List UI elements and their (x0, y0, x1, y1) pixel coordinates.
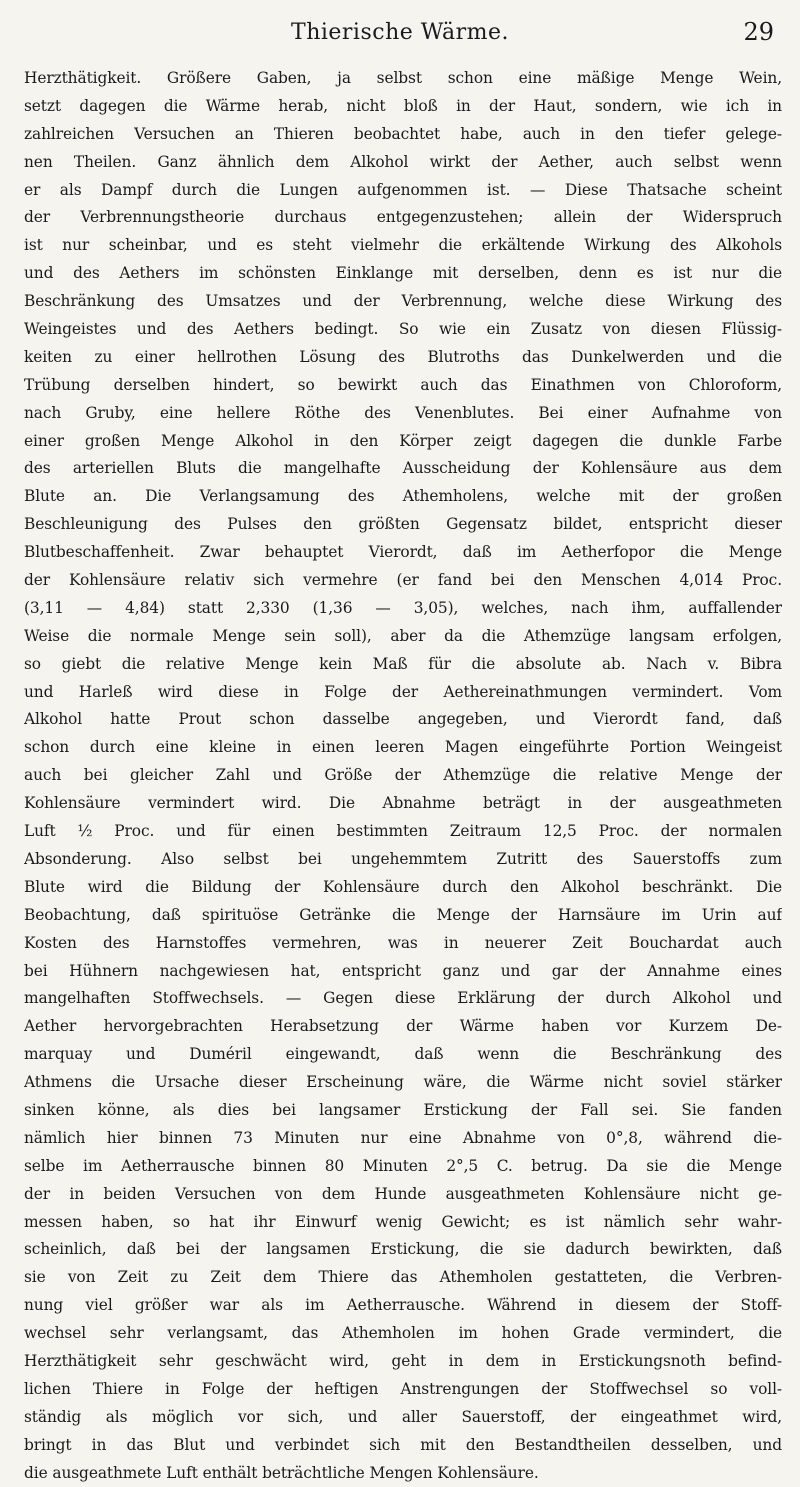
text-line: Herzthätigkeit sehr geschwächt wird, geht in dem in Erstickungsnoth befind- (24, 1351, 782, 1370)
text-line: Athmens die Ursache dieser Erscheinung wäre, die Wärme nicht soviel stärker (24, 1073, 782, 1092)
text-line: sinken könne, als dies bei langsamer Erstickung der Fall sei. Sie fanden (24, 1100, 782, 1119)
text-line: so giebt die relative Menge kein Maß für die absolute ab. Nach v. Bibra (24, 654, 782, 673)
text-line: die ausgeathmete Luft enthält beträchtliche Mengen Kohlensäure. (24, 1463, 539, 1482)
text-line: setzt dagegen die Wärme herab, nicht bloß in der Haut, sondern, wie ich in (24, 96, 782, 115)
body-text (24, 65, 782, 1487)
text-line: messen haben, so hat ihr Einwurf wenig Gewicht; es ist nämlich sehr wahr- (24, 1212, 782, 1231)
text-line: Aether hervorgebrachten Herabsetzung der Wärme haben vor Kurzem De- (24, 1017, 782, 1036)
text-line: scheinlich, daß bei der langsamen Erstickung, die sie dadurch bewirkten, daß (24, 1240, 782, 1259)
text-line: bei Hühnern nachgewiesen hat, entspricht ganz und gar der Annahme eines (24, 961, 782, 980)
text-line: sie von Zeit zu Zeit dem Thiere das Athemholen gestatteten, die Verbren- (24, 1268, 782, 1287)
text-line: Weingeistes und des Aethers bedingt. So wie ein Zusatz von diesen Flüssig- (24, 320, 782, 339)
text-line: Blute wird die Bildung der Kohlensäure durch den Alkohol beschränkt. Die (24, 877, 782, 896)
text-line: und des Aethers im schönsten Einklange mit derselben, denn es ist nur die (24, 264, 782, 283)
text-line: schon durch eine kleine in einen leeren Magen eingeführte Portion Weingeist (24, 738, 782, 757)
text-line: wechsel sehr verlangsamt, das Athemholen im hohen Grade vermindert, die (24, 1324, 782, 1343)
text-line: (3,11 — 4,84) statt 2,330 (1,36 — 3,05), welches, nach ihm, auffallender (24, 598, 782, 617)
text-line: der Verbrennungstheorie durchaus entgegenzustehen; allein der Widerspruch (24, 208, 782, 227)
text-line: des arteriellen Bluts die mangelhafte Ausscheidung der Kohlensäure aus dem (24, 459, 782, 478)
text-line: einer großen Menge Alkohol in den Körper zeigt dagegen die dunkle Farbe (24, 431, 782, 450)
text-line: Weise die normale Menge sein soll), aber da die Athemzüge langsam erfolgen, (24, 626, 782, 645)
text-line: Absonderung. Also selbst bei ungehemmtem Zutritt des Sauerstoffs zum (24, 849, 782, 868)
text-line: mangelhaften Stoffwechsels. — Gegen diese Erklärung der durch Alkohol und (24, 989, 782, 1008)
text-line: der in beiden Versuchen von dem Hunde ausgeathmeten Kohlensäure nicht ge- (24, 1184, 782, 1203)
text-line: selbe im Aetherrausche binnen 80 Minuten 2°,5 C. betrug. Da sie die Menge (24, 1156, 782, 1175)
text-line: auch bei gleicher Zahl und Größe der Athemzüge die relative Menge der (24, 766, 782, 785)
text-line: Beobachtung, daß spirituöse Getränke die Menge der Harnsäure im Urin auf (24, 905, 782, 924)
text-line: Trübung derselben hindert, so bewirkt auch das Einathmen von Chloroform, (24, 375, 782, 394)
page-header (0, 14, 800, 54)
text-line: ist nur scheinbar, und es steht vielmehr die erkältende Wirkung des Alkohols (24, 236, 782, 255)
text-line: Kohlensäure vermindert wird. Die Abnahme beträgt in der ausgeathmeten (24, 794, 782, 813)
text-line: nämlich hier binnen 73 Minuten nur eine Abnahme von 0°,8, während die- (24, 1128, 782, 1147)
text-line: der Kohlensäure relativ sich vermehre (er fand bei den Menschen 4,014 Proc. (24, 571, 782, 590)
text-line: Luft ½ Proc. und für einen bestimmten Zeitraum 12,5 Proc. der normalen (24, 822, 782, 841)
text-line: nach Gruby, eine hellere Röthe des Venenblutes. Bei einer Aufnahme von (24, 403, 782, 422)
text-line: ständig als möglich vor sich, und aller Sauerstoff, der eingeathmet wird, (24, 1407, 782, 1426)
text-line: lichen Thiere in Folge der heftigen Anstrengungen der Stoffwechsel so voll- (24, 1379, 782, 1398)
text-line: Beschleunigung des Pulses den größten Gegensatz bildet, entspricht dieser (24, 515, 782, 534)
text-line: er als Dampf durch die Lungen aufgenommen ist. — Diese Thatsache scheint (24, 180, 782, 199)
text-line: marquay und Duméril eingewandt, daß wenn die Beschränkung des (24, 1045, 782, 1064)
text-line: Blute an. Die Verlangsamung des Athemholens, welche mit der großen (24, 487, 782, 506)
text-line: Blutbeschaffenheit. Zwar behauptet Vierordt, daß im Aetherfopor die Menge (24, 543, 782, 562)
text-line: keiten zu einer hellrothen Lösung des Blutroths das Dunkelwerden und die (24, 347, 782, 366)
running-title: Thierische Wärme. (291, 20, 509, 45)
text-line: nung viel größer war als im Aetherrausche. Während in diesem der Stoff- (24, 1296, 782, 1315)
text-line: Kosten des Harnstoffes vermehren, was in neuerer Zeit Bouchardat auch (24, 933, 782, 952)
text-line: und Harleß wird diese in Folge der Aethereinathmungen vermindert. Vom (24, 682, 782, 701)
text-line: Alkohol hatte Prout schon dasselbe angegeben, und Vierordt fand, daß (24, 710, 782, 729)
text-line: zahlreichen Versuchen an Thieren beobachtet habe, auch in den tiefer gelege- (24, 124, 782, 143)
text-line: bringt in das Blut und verbindet sich mit den Bestandtheilen desselben, und (24, 1435, 782, 1454)
text-line: nen Theilen. Ganz ähnlich dem Alkohol wirkt der Aether, auch selbst wenn (24, 152, 782, 171)
page-number: 29 (743, 18, 774, 46)
text-line: Beschränkung des Umsatzes und der Verbrennung, welche diese Wirkung des (24, 292, 782, 311)
text-line: Herzthätigkeit. Größere Gaben, ja selbst schon eine mäßige Menge Wein, (24, 69, 782, 87)
